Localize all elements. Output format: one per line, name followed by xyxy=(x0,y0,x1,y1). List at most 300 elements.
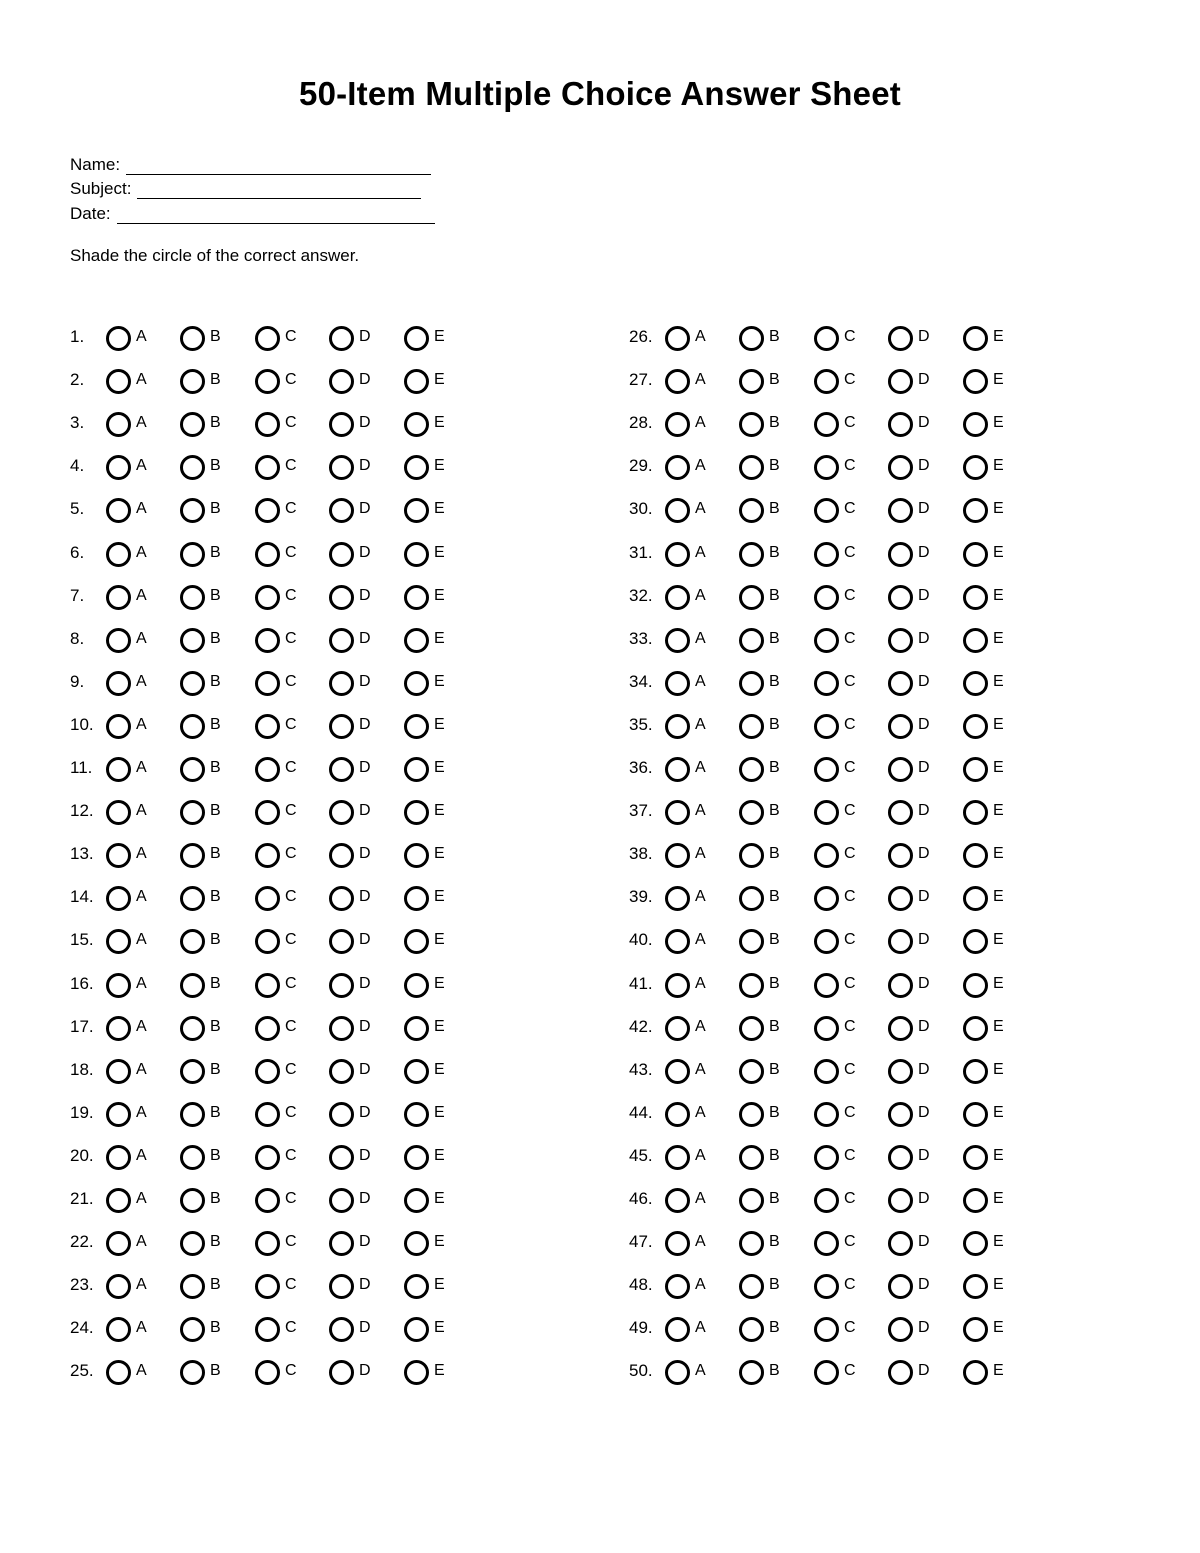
bubble-icon[interactable] xyxy=(255,369,280,394)
bubble-icon[interactable] xyxy=(963,1016,988,1041)
bubble-icon[interactable] xyxy=(739,929,764,954)
answer-option[interactable] xyxy=(180,624,240,654)
bubble-icon[interactable] xyxy=(814,542,839,567)
bubble-icon[interactable] xyxy=(180,455,205,480)
answer-option[interactable] xyxy=(888,408,948,438)
answer-option[interactable] xyxy=(814,1098,874,1128)
answer-option[interactable] xyxy=(888,969,948,999)
answer-option[interactable] xyxy=(814,1055,874,1085)
answer-option[interactable] xyxy=(180,1356,240,1386)
bubble-icon[interactable] xyxy=(180,1231,205,1256)
answer-option[interactable] xyxy=(180,1141,240,1171)
bubble-icon[interactable] xyxy=(963,1231,988,1256)
answer-option[interactable] xyxy=(888,1012,948,1042)
bubble-icon[interactable] xyxy=(814,886,839,911)
bubble-icon[interactable] xyxy=(106,929,131,954)
bubble-icon[interactable] xyxy=(665,412,690,437)
bubble-icon[interactable] xyxy=(963,369,988,394)
bubble-icon[interactable] xyxy=(404,628,429,653)
bubble-icon[interactable] xyxy=(888,1274,913,1299)
answer-option[interactable] xyxy=(665,882,725,912)
bubble-icon[interactable] xyxy=(106,800,131,825)
bubble-icon[interactable] xyxy=(255,1231,280,1256)
bubble-icon[interactable] xyxy=(739,585,764,610)
bubble-icon[interactable] xyxy=(665,1059,690,1084)
answer-option[interactable] xyxy=(255,1356,315,1386)
bubble-icon[interactable] xyxy=(888,973,913,998)
bubble-icon[interactable] xyxy=(329,929,354,954)
answer-option[interactable] xyxy=(739,451,799,481)
answer-option[interactable] xyxy=(106,322,166,352)
bubble-icon[interactable] xyxy=(888,1102,913,1127)
bubble-icon[interactable] xyxy=(665,886,690,911)
bubble-icon[interactable] xyxy=(106,1102,131,1127)
bubble-icon[interactable] xyxy=(329,1188,354,1213)
answer-option[interactable] xyxy=(404,839,464,869)
answer-option[interactable] xyxy=(255,1184,315,1214)
bubble-icon[interactable] xyxy=(888,800,913,825)
bubble-icon[interactable] xyxy=(106,1188,131,1213)
bubble-icon[interactable] xyxy=(106,412,131,437)
answer-option[interactable] xyxy=(739,925,799,955)
subject-line[interactable] xyxy=(137,181,421,199)
date-field[interactable] xyxy=(70,199,435,224)
answer-option[interactable] xyxy=(106,839,166,869)
bubble-icon[interactable] xyxy=(814,1145,839,1170)
bubble-icon[interactable] xyxy=(739,757,764,782)
answer-option[interactable] xyxy=(106,969,166,999)
bubble-icon[interactable] xyxy=(255,498,280,523)
answer-option[interactable] xyxy=(180,1055,240,1085)
answer-option[interactable] xyxy=(888,538,948,568)
answer-option[interactable] xyxy=(329,839,389,869)
bubble-icon[interactable] xyxy=(814,714,839,739)
answer-option[interactable] xyxy=(665,1055,725,1085)
bubble-icon[interactable] xyxy=(255,455,280,480)
bubble-icon[interactable] xyxy=(814,1188,839,1213)
bubble-icon[interactable] xyxy=(255,1016,280,1041)
answer-option[interactable] xyxy=(888,1184,948,1214)
bubble-icon[interactable] xyxy=(180,886,205,911)
bubble-icon[interactable] xyxy=(180,1102,205,1127)
bubble-icon[interactable] xyxy=(963,455,988,480)
answer-option[interactable] xyxy=(404,796,464,826)
answer-option[interactable] xyxy=(404,1356,464,1386)
bubble-icon[interactable] xyxy=(106,1059,131,1084)
bubble-icon[interactable] xyxy=(106,843,131,868)
answer-option[interactable] xyxy=(888,1356,948,1386)
bubble-icon[interactable] xyxy=(180,1145,205,1170)
answer-option[interactable] xyxy=(888,839,948,869)
answer-option[interactable] xyxy=(329,494,389,524)
bubble-icon[interactable] xyxy=(180,412,205,437)
answer-option[interactable] xyxy=(963,1141,1023,1171)
answer-option[interactable] xyxy=(814,322,874,352)
bubble-icon[interactable] xyxy=(180,843,205,868)
answer-option[interactable] xyxy=(814,1141,874,1171)
bubble-icon[interactable] xyxy=(106,542,131,567)
bubble-icon[interactable] xyxy=(329,585,354,610)
bubble-icon[interactable] xyxy=(329,1317,354,1342)
answer-option[interactable] xyxy=(404,667,464,697)
bubble-icon[interactable] xyxy=(888,628,913,653)
bubble-icon[interactable] xyxy=(665,1188,690,1213)
answer-option[interactable] xyxy=(814,451,874,481)
bubble-icon[interactable] xyxy=(329,412,354,437)
bubble-icon[interactable] xyxy=(180,757,205,782)
answer-option[interactable] xyxy=(888,1141,948,1171)
answer-option[interactable] xyxy=(665,667,725,697)
bubble-icon[interactable] xyxy=(255,929,280,954)
answer-option[interactable] xyxy=(180,667,240,697)
answer-option[interactable] xyxy=(106,1098,166,1128)
bubble-icon[interactable] xyxy=(255,886,280,911)
answer-option[interactable] xyxy=(665,624,725,654)
bubble-icon[interactable] xyxy=(255,1145,280,1170)
bubble-icon[interactable] xyxy=(404,1317,429,1342)
answer-option[interactable] xyxy=(106,753,166,783)
answer-option[interactable] xyxy=(180,1098,240,1128)
bubble-icon[interactable] xyxy=(665,1102,690,1127)
answer-option[interactable] xyxy=(739,882,799,912)
bubble-icon[interactable] xyxy=(814,757,839,782)
bubble-icon[interactable] xyxy=(106,1274,131,1299)
answer-option[interactable] xyxy=(329,538,389,568)
answer-option[interactable] xyxy=(963,494,1023,524)
bubble-icon[interactable] xyxy=(739,1145,764,1170)
answer-option[interactable] xyxy=(255,796,315,826)
answer-option[interactable] xyxy=(739,408,799,438)
bubble-icon[interactable] xyxy=(665,757,690,782)
bubble-icon[interactable] xyxy=(404,585,429,610)
bubble-icon[interactable] xyxy=(404,1059,429,1084)
bubble-icon[interactable] xyxy=(404,412,429,437)
answer-option[interactable] xyxy=(255,710,315,740)
bubble-icon[interactable] xyxy=(106,369,131,394)
answer-option[interactable] xyxy=(739,365,799,395)
answer-option[interactable] xyxy=(255,494,315,524)
answer-option[interactable] xyxy=(963,322,1023,352)
answer-option[interactable] xyxy=(180,1227,240,1257)
answer-option[interactable] xyxy=(106,624,166,654)
answer-option[interactable] xyxy=(255,882,315,912)
bubble-icon[interactable] xyxy=(329,886,354,911)
answer-option[interactable] xyxy=(404,451,464,481)
answer-option[interactable] xyxy=(963,839,1023,869)
answer-option[interactable] xyxy=(739,1356,799,1386)
answer-option[interactable] xyxy=(888,925,948,955)
bubble-icon[interactable] xyxy=(814,843,839,868)
bubble-icon[interactable] xyxy=(814,800,839,825)
bubble-icon[interactable] xyxy=(255,1059,280,1084)
bubble-icon[interactable] xyxy=(814,455,839,480)
answer-option[interactable] xyxy=(665,710,725,740)
answer-option[interactable] xyxy=(180,1270,240,1300)
answer-option[interactable] xyxy=(665,538,725,568)
bubble-icon[interactable] xyxy=(180,671,205,696)
bubble-icon[interactable] xyxy=(665,671,690,696)
bubble-icon[interactable] xyxy=(963,542,988,567)
bubble-icon[interactable] xyxy=(665,1274,690,1299)
answer-option[interactable] xyxy=(329,408,389,438)
answer-option[interactable] xyxy=(814,667,874,697)
answer-option[interactable] xyxy=(963,365,1023,395)
bubble-icon[interactable] xyxy=(329,714,354,739)
answer-option[interactable] xyxy=(814,365,874,395)
answer-option[interactable] xyxy=(404,969,464,999)
bubble-icon[interactable] xyxy=(888,1317,913,1342)
answer-option[interactable] xyxy=(963,1184,1023,1214)
bubble-icon[interactable] xyxy=(963,628,988,653)
answer-option[interactable] xyxy=(404,322,464,352)
answer-option[interactable] xyxy=(106,925,166,955)
bubble-icon[interactable] xyxy=(106,671,131,696)
answer-option[interactable] xyxy=(814,969,874,999)
answer-option[interactable] xyxy=(963,1055,1023,1085)
bubble-icon[interactable] xyxy=(106,1145,131,1170)
answer-option[interactable] xyxy=(814,408,874,438)
bubble-icon[interactable] xyxy=(329,1059,354,1084)
answer-option[interactable] xyxy=(665,1141,725,1171)
answer-option[interactable] xyxy=(888,753,948,783)
bubble-icon[interactable] xyxy=(180,585,205,610)
bubble-icon[interactable] xyxy=(180,1188,205,1213)
bubble-icon[interactable] xyxy=(665,714,690,739)
answer-option[interactable] xyxy=(963,925,1023,955)
bubble-icon[interactable] xyxy=(963,1102,988,1127)
answer-option[interactable] xyxy=(814,1356,874,1386)
bubble-icon[interactable] xyxy=(329,369,354,394)
answer-option[interactable] xyxy=(329,1270,389,1300)
answer-option[interactable] xyxy=(404,882,464,912)
bubble-icon[interactable] xyxy=(739,671,764,696)
answer-option[interactable] xyxy=(106,538,166,568)
answer-option[interactable] xyxy=(255,365,315,395)
bubble-icon[interactable] xyxy=(888,1016,913,1041)
bubble-icon[interactable] xyxy=(814,1231,839,1256)
bubble-icon[interactable] xyxy=(739,973,764,998)
answer-option[interactable] xyxy=(814,710,874,740)
answer-option[interactable] xyxy=(665,1356,725,1386)
bubble-icon[interactable] xyxy=(888,498,913,523)
bubble-icon[interactable] xyxy=(329,973,354,998)
bubble-icon[interactable] xyxy=(888,886,913,911)
bubble-icon[interactable] xyxy=(255,800,280,825)
answer-option[interactable] xyxy=(739,710,799,740)
bubble-icon[interactable] xyxy=(814,1317,839,1342)
answer-option[interactable] xyxy=(106,710,166,740)
answer-option[interactable] xyxy=(404,365,464,395)
bubble-icon[interactable] xyxy=(180,1274,205,1299)
bubble-icon[interactable] xyxy=(739,1059,764,1084)
bubble-icon[interactable] xyxy=(739,1188,764,1213)
bubble-icon[interactable] xyxy=(665,800,690,825)
bubble-icon[interactable] xyxy=(665,1145,690,1170)
answer-option[interactable] xyxy=(739,667,799,697)
bubble-icon[interactable] xyxy=(739,843,764,868)
answer-option[interactable] xyxy=(814,581,874,611)
bubble-icon[interactable] xyxy=(255,1188,280,1213)
answer-option[interactable] xyxy=(404,1012,464,1042)
bubble-icon[interactable] xyxy=(963,973,988,998)
answer-option[interactable] xyxy=(888,1313,948,1343)
answer-option[interactable] xyxy=(404,408,464,438)
bubble-icon[interactable] xyxy=(255,326,280,351)
answer-option[interactable] xyxy=(404,1270,464,1300)
answer-option[interactable] xyxy=(665,753,725,783)
bubble-icon[interactable] xyxy=(888,585,913,610)
bubble-icon[interactable] xyxy=(739,1231,764,1256)
bubble-icon[interactable] xyxy=(255,714,280,739)
answer-option[interactable] xyxy=(329,1055,389,1085)
bubble-icon[interactable] xyxy=(180,800,205,825)
date-line[interactable] xyxy=(117,206,435,224)
bubble-icon[interactable] xyxy=(888,455,913,480)
answer-option[interactable] xyxy=(888,710,948,740)
answer-option[interactable] xyxy=(814,882,874,912)
answer-option[interactable] xyxy=(739,969,799,999)
answer-option[interactable] xyxy=(963,1227,1023,1257)
answer-option[interactable] xyxy=(739,1012,799,1042)
bubble-icon[interactable] xyxy=(888,369,913,394)
answer-option[interactable] xyxy=(106,1270,166,1300)
answer-option[interactable] xyxy=(404,494,464,524)
answer-option[interactable] xyxy=(665,1227,725,1257)
bubble-icon[interactable] xyxy=(404,1145,429,1170)
answer-option[interactable] xyxy=(106,1313,166,1343)
answer-option[interactable] xyxy=(180,969,240,999)
name-line[interactable] xyxy=(126,157,431,175)
answer-option[interactable] xyxy=(180,1012,240,1042)
answer-option[interactable] xyxy=(404,753,464,783)
bubble-icon[interactable] xyxy=(255,843,280,868)
answer-option[interactable] xyxy=(180,925,240,955)
bubble-icon[interactable] xyxy=(329,757,354,782)
bubble-icon[interactable] xyxy=(180,929,205,954)
bubble-icon[interactable] xyxy=(180,1360,205,1385)
answer-option[interactable] xyxy=(404,925,464,955)
subject-field[interactable] xyxy=(70,175,435,200)
bubble-icon[interactable] xyxy=(665,843,690,868)
answer-option[interactable] xyxy=(814,1227,874,1257)
answer-option[interactable] xyxy=(739,839,799,869)
answer-option[interactable] xyxy=(739,494,799,524)
bubble-icon[interactable] xyxy=(963,498,988,523)
answer-option[interactable] xyxy=(255,624,315,654)
bubble-icon[interactable] xyxy=(329,628,354,653)
bubble-icon[interactable] xyxy=(404,714,429,739)
answer-option[interactable] xyxy=(814,624,874,654)
bubble-icon[interactable] xyxy=(739,628,764,653)
bubble-icon[interactable] xyxy=(739,412,764,437)
bubble-icon[interactable] xyxy=(255,757,280,782)
answer-option[interactable] xyxy=(106,451,166,481)
answer-option[interactable] xyxy=(255,1270,315,1300)
answer-option[interactable] xyxy=(329,624,389,654)
bubble-icon[interactable] xyxy=(329,1145,354,1170)
bubble-icon[interactable] xyxy=(329,1274,354,1299)
answer-option[interactable] xyxy=(665,925,725,955)
bubble-icon[interactable] xyxy=(404,542,429,567)
bubble-icon[interactable] xyxy=(963,843,988,868)
answer-option[interactable] xyxy=(814,494,874,524)
answer-option[interactable] xyxy=(888,494,948,524)
bubble-icon[interactable] xyxy=(180,1016,205,1041)
answer-option[interactable] xyxy=(814,796,874,826)
bubble-icon[interactable] xyxy=(180,628,205,653)
bubble-icon[interactable] xyxy=(963,585,988,610)
answer-option[interactable] xyxy=(739,1141,799,1171)
bubble-icon[interactable] xyxy=(888,843,913,868)
answer-option[interactable] xyxy=(739,538,799,568)
bubble-icon[interactable] xyxy=(739,1317,764,1342)
bubble-icon[interactable] xyxy=(888,929,913,954)
answer-option[interactable] xyxy=(739,796,799,826)
bubble-icon[interactable] xyxy=(963,326,988,351)
answer-option[interactable] xyxy=(180,451,240,481)
answer-option[interactable] xyxy=(106,667,166,697)
answer-option[interactable] xyxy=(814,1184,874,1214)
answer-option[interactable] xyxy=(106,1227,166,1257)
bubble-icon[interactable] xyxy=(329,542,354,567)
answer-option[interactable] xyxy=(329,969,389,999)
bubble-icon[interactable] xyxy=(739,1360,764,1385)
answer-option[interactable] xyxy=(106,408,166,438)
answer-option[interactable] xyxy=(255,925,315,955)
bubble-icon[interactable] xyxy=(665,973,690,998)
bubble-icon[interactable] xyxy=(888,757,913,782)
answer-option[interactable] xyxy=(888,581,948,611)
bubble-icon[interactable] xyxy=(404,929,429,954)
answer-option[interactable] xyxy=(255,839,315,869)
bubble-icon[interactable] xyxy=(963,800,988,825)
answer-option[interactable] xyxy=(255,1141,315,1171)
answer-option[interactable] xyxy=(665,1184,725,1214)
bubble-icon[interactable] xyxy=(888,412,913,437)
bubble-icon[interactable] xyxy=(814,412,839,437)
answer-option[interactable] xyxy=(255,1012,315,1042)
answer-option[interactable] xyxy=(814,538,874,568)
answer-option[interactable] xyxy=(665,796,725,826)
bubble-icon[interactable] xyxy=(255,542,280,567)
bubble-icon[interactable] xyxy=(329,1102,354,1127)
answer-option[interactable] xyxy=(255,322,315,352)
bubble-icon[interactable] xyxy=(739,498,764,523)
answer-option[interactable] xyxy=(106,796,166,826)
bubble-icon[interactable] xyxy=(814,1016,839,1041)
bubble-icon[interactable] xyxy=(329,800,354,825)
answer-option[interactable] xyxy=(106,365,166,395)
bubble-icon[interactable] xyxy=(404,1102,429,1127)
bubble-icon[interactable] xyxy=(404,671,429,696)
bubble-icon[interactable] xyxy=(963,1188,988,1213)
answer-option[interactable] xyxy=(665,1012,725,1042)
bubble-icon[interactable] xyxy=(106,1016,131,1041)
bubble-icon[interactable] xyxy=(180,326,205,351)
answer-option[interactable] xyxy=(888,1055,948,1085)
bubble-icon[interactable] xyxy=(739,1016,764,1041)
answer-option[interactable] xyxy=(329,581,389,611)
bubble-icon[interactable] xyxy=(106,714,131,739)
bubble-icon[interactable] xyxy=(665,628,690,653)
bubble-icon[interactable] xyxy=(739,1274,764,1299)
answer-option[interactable] xyxy=(888,667,948,697)
answer-option[interactable] xyxy=(888,796,948,826)
bubble-icon[interactable] xyxy=(665,542,690,567)
answer-option[interactable] xyxy=(255,753,315,783)
bubble-icon[interactable] xyxy=(814,326,839,351)
answer-option[interactable] xyxy=(814,839,874,869)
